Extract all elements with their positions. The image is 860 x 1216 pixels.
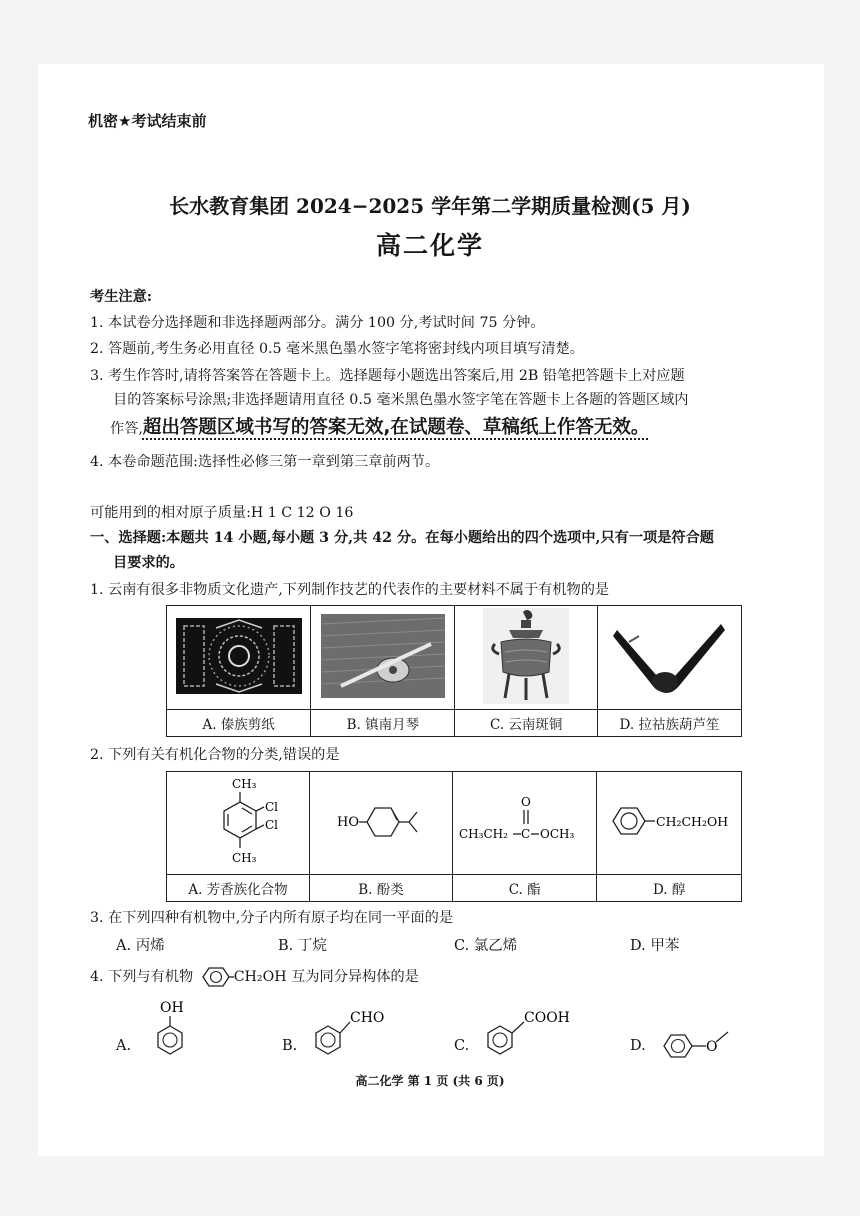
q2a-cl-1: Cl xyxy=(265,800,279,814)
phenol-structure xyxy=(146,996,196,1060)
section-1-heading: 一、选择题:本题共 14 小题,每小题 3 分,共 42 分。在每小题给出的四个选项中,只有一项是符合题 xyxy=(90,530,714,546)
q4-stem-prefix: 4. 下列与有机物 xyxy=(90,969,194,985)
q2a-cl-2: Cl xyxy=(265,818,279,832)
notice-item-3b: 目的答案标号涂黑;非选择题请用直径 0.5 毫米黑色墨水签字笔在答题卡上各题的答题区域内 xyxy=(113,392,689,408)
q2-structure-d xyxy=(597,772,742,875)
benzaldehyde-structure xyxy=(306,1004,396,1060)
q1-photo-b xyxy=(311,606,455,710)
section-1-heading-cont: 目要求的。 xyxy=(113,555,184,571)
benzene-ring-icon xyxy=(200,966,234,988)
notice-item-3c-prefix: 作答, xyxy=(110,421,143,437)
q2-option-d: D. 醇 xyxy=(597,875,742,902)
q4-stem xyxy=(90,966,419,988)
q2d-chain: CH₂CH₂OH xyxy=(656,814,729,829)
q4-stem-group: CH₂OH xyxy=(233,969,287,985)
benzoic-acid-structure xyxy=(478,1004,588,1060)
atomic-mass: 可能用到的相对原子质量:H 1 C 12 O 16 xyxy=(90,505,354,521)
q2-structure-b xyxy=(310,772,453,875)
notice-item-3c xyxy=(110,418,649,439)
q1-photo-d xyxy=(597,606,741,710)
q1-photo-c xyxy=(455,606,598,710)
page-footer: 高二化学 第 1 页 (共 6 页) xyxy=(355,1074,505,1088)
q4b-cho: CHO xyxy=(350,1010,385,1026)
q4d-o: O xyxy=(706,1039,718,1055)
q1-photo-a xyxy=(167,606,311,710)
q2-option-b: B. 酚类 xyxy=(310,875,453,902)
q4-option-a-label: A. xyxy=(116,1038,132,1054)
dichlorotoluene-structure xyxy=(178,772,298,870)
q3-option-c: C. 氯乙烯 xyxy=(454,938,518,954)
q2-structure-a xyxy=(167,772,310,875)
confidential-label: 机密★考试结束前 xyxy=(88,112,207,130)
notice-heading: 考生注意: xyxy=(90,289,152,305)
q2-options-table xyxy=(166,771,742,902)
notice-item-3a: 3. 考生作答时,请将答案答在答题卡上。选择题每小题选出答案后,用 2B 铅笔把答题卡上对应题 xyxy=(90,368,685,384)
q2b-ho: HO xyxy=(337,815,359,830)
q2-option-a: A. 芳香族化合物 xyxy=(167,875,310,902)
q3-option-a: A. 丙烯 xyxy=(116,938,165,954)
q4-option-d-label: D. xyxy=(630,1038,646,1054)
q2c-left: CH₃CH₂ xyxy=(458,827,508,841)
notice-item-4: 4. 本卷命题范围:选择性必修三第一章到第三章前两节。 xyxy=(90,454,440,470)
cyclohexenol-structure xyxy=(321,791,441,851)
notice-item-1: 1. 本试卷分选择题和非选择题两部分。满分 100 分,考试时间 75 分钟。 xyxy=(90,315,545,331)
q2a-ch3-bottom: CH₃ xyxy=(232,851,257,865)
q3-option-d: D. 甲苯 xyxy=(630,938,680,954)
q2c-right: OCH₃ xyxy=(539,827,574,841)
q1-option-b: B. 镇南月琴 xyxy=(311,710,455,737)
q1-option-c: C. 云南斑铜 xyxy=(455,710,598,737)
q2c-carbonyl-o: O xyxy=(520,795,531,809)
phenylethanol-structure xyxy=(599,796,739,846)
notice-item-3c-emphasis: 超出答题区域书写的答案无效,在试题卷、草稿纸上作答无效。 xyxy=(142,417,650,438)
q2-option-c: C. 酯 xyxy=(453,875,597,902)
q1-options-table xyxy=(166,605,742,737)
q4-option-c-label: C. xyxy=(454,1038,470,1054)
q1-option-a: A. 傣族剪纸 xyxy=(167,710,311,737)
yueqin-image xyxy=(321,614,445,698)
anisole-structure xyxy=(656,1024,742,1064)
q3-option-b: B. 丁烷 xyxy=(278,938,327,954)
gourd-sheng-image xyxy=(609,616,729,696)
notice-item-2: 2. 答题前,考生务必用直径 0.5 毫米黑色墨水签字笔将密封线内项目填写清楚。 xyxy=(90,341,584,357)
q1-stem: 1. 云南有很多非物质文化遗产,下列制作技艺的代表作的主要材料不属于有机物的是 xyxy=(90,582,610,598)
q4a-oh: OH xyxy=(160,1000,184,1016)
q2a-ch3-top: CH₃ xyxy=(232,777,257,791)
q2-stem: 2. 下列有关有机化合物的分类,错误的是 xyxy=(90,747,340,763)
q1-option-d: D. 拉祜族葫芦笙 xyxy=(597,710,741,737)
exam-title: 长水教育集团 2024−2025 学年第二学期质量检测(5 月) xyxy=(169,194,691,218)
q4c-cooh: COOH xyxy=(524,1010,570,1026)
ester-structure xyxy=(457,786,593,856)
q4-option-b-label: B. xyxy=(282,1038,298,1054)
papercut-image xyxy=(176,618,302,694)
q4-stem-suffix: 互为同分异构体的是 xyxy=(291,969,419,985)
bronze-vessel-image xyxy=(483,608,569,704)
exam-subject: 高二化学 xyxy=(375,231,484,260)
q2-structure-c xyxy=(453,772,597,875)
svg-text:C: C xyxy=(520,827,530,841)
q3-stem: 3. 在下列四种有机物中,分子内所有原子均在同一平面的是 xyxy=(90,910,454,926)
